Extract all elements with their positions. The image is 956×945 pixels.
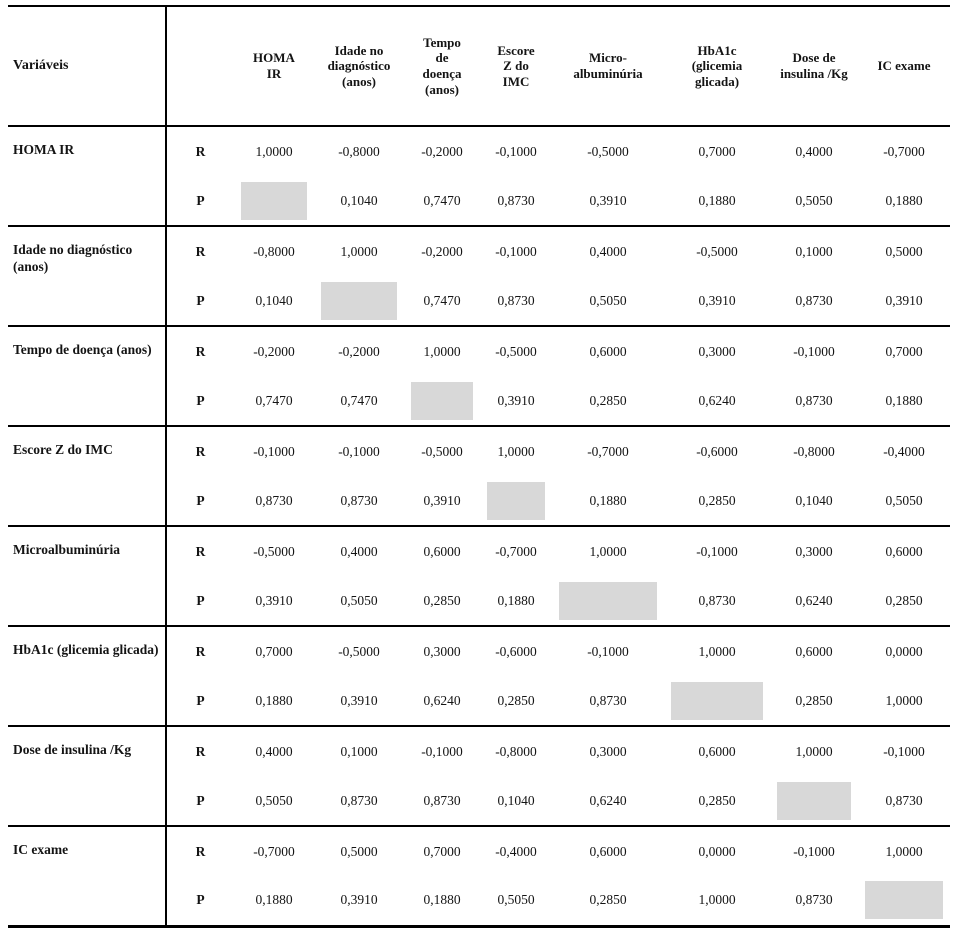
r-value-cell: 0,4000 [314,526,404,576]
variable-label: IC exame [8,826,166,926]
stat-label-p: P [196,792,205,808]
p-value-cell: 0,6240 [698,392,736,408]
stat-label-r: R [166,326,234,376]
r-value-cell: -0,1000 [770,326,858,376]
variable-label: HbA1c (glicemia glicada) [8,626,166,726]
r-value-cell: -0,7000 [480,526,552,576]
stat-label-p: P [196,592,205,608]
p-diagonal-cell [480,476,552,526]
diagonal-shade-box [865,881,943,919]
p-value-cell: 0,3910 [885,292,923,308]
column-header-microalbuminuria: Micro-albuminúria [552,6,664,126]
r-value-cell: 0,5000 [858,226,950,276]
r-value-cell: 0,6000 [404,526,480,576]
p-value-cell: 0,1040 [795,492,833,508]
variable-label: Microalbuminúria [8,526,166,626]
r-value-cell: -0,1000 [858,726,950,776]
correlation-table [8,5,950,928]
p-value-cell: 0,8730 [795,292,833,308]
stat-label-r: R [166,226,234,276]
correlation-row-r [8,726,950,776]
r-value-cell: 1,0000 [552,526,664,576]
correlation-row-r [8,226,950,276]
stat-label-r: R [166,526,234,576]
diagonal-shade-box [559,582,657,620]
stat-label-r: R [166,726,234,776]
diagonal-shade-box [241,182,307,220]
p-value-cell: 0,1880 [255,892,293,908]
r-value-cell: -0,1000 [314,426,404,476]
r-value-cell: -0,1000 [770,826,858,876]
r-value-cell: 1,0000 [770,726,858,776]
p-diagonal-cell [234,176,314,226]
correlation-row-r [8,126,950,176]
r-value-cell: 0,6000 [664,726,770,776]
r-value-cell: -0,5000 [404,426,480,476]
correlation-row-r [8,626,950,676]
variable-label: Idade no diagnóstico (anos) [8,226,166,326]
p-value-cell: 0,1880 [589,492,627,508]
p-value-cell: 0,5050 [497,892,535,908]
correlation-row-r [8,326,950,376]
p-value-cell: 0,8730 [340,792,378,808]
r-value-cell: 1,0000 [234,126,314,176]
p-value-cell: 0,7470 [255,392,293,408]
p-value-cell: 0,5050 [589,292,627,308]
p-value-cell: 0,6240 [589,792,627,808]
stat-label-p: P [196,692,205,708]
r-value-cell: 0,3000 [664,326,770,376]
r-value-cell: -0,2000 [404,126,480,176]
r-value-cell: 0,7000 [234,626,314,676]
r-value-cell: 0,6000 [552,326,664,376]
r-value-cell: -0,2000 [404,226,480,276]
stat-label-p: P [196,292,205,308]
p-value-cell: 1,0000 [698,892,736,908]
p-value-cell: 0,5050 [795,192,833,208]
r-value-cell: -0,1000 [664,526,770,576]
r-value-cell: -0,5000 [314,626,404,676]
column-header-ic-exame: IC exame [858,6,950,126]
header-row [8,6,950,126]
r-value-cell: -0,6000 [664,426,770,476]
p-diagonal-cell [552,576,664,626]
p-value-cell: 0,1880 [255,692,293,708]
r-value-cell: 0,1000 [314,726,404,776]
p-value-cell: 1,0000 [885,692,923,708]
stat-label-r: R [166,126,234,176]
stat-label-p: P [196,192,205,208]
variable-label: Tempo de doença (anos) [8,326,166,426]
r-value-cell: -0,8000 [480,726,552,776]
r-value-cell: -0,8000 [314,126,404,176]
p-value-cell: 0,3910 [340,692,378,708]
r-value-cell: -0,6000 [480,626,552,676]
column-header-homa-ir: HOMA IR [234,6,314,126]
column-header-idade-diagnostico: Idade no diagnóstico (anos) [314,6,404,126]
r-value-cell: 0,3000 [770,526,858,576]
correlation-row-r [8,826,950,876]
p-value-cell: 0,3910 [497,392,535,408]
p-value-cell: 0,8730 [423,792,461,808]
p-value-cell: 0,7470 [423,192,461,208]
r-value-cell: -0,1000 [404,726,480,776]
r-value-cell: 1,0000 [480,426,552,476]
p-value-cell: 0,8730 [698,592,736,608]
corner-header-variaveis: Variáveis [8,6,166,126]
p-value-cell: 0,1880 [423,892,461,908]
p-diagonal-cell [858,876,950,926]
r-value-cell: 0,7000 [404,826,480,876]
r-value-cell: -0,1000 [552,626,664,676]
p-value-cell: 0,5050 [255,792,293,808]
column-header-escore-z-imc: Escore Z do IMC [480,6,552,126]
p-value-cell: 0,6240 [423,692,461,708]
p-value-cell: 0,8730 [885,792,923,808]
r-value-cell: 1,0000 [664,626,770,676]
p-diagonal-cell [404,376,480,426]
p-value-cell: 0,3910 [255,592,293,608]
p-value-cell: 0,5050 [340,592,378,608]
r-value-cell: 0,0000 [664,826,770,876]
p-value-cell: 0,8730 [795,392,833,408]
p-value-cell: 0,2850 [698,792,736,808]
r-value-cell: -0,8000 [234,226,314,276]
variable-label: Escore Z do IMC [8,426,166,526]
table-body [8,126,950,926]
r-value-cell: -0,4000 [858,426,950,476]
stat-label-p: P [196,492,205,508]
column-header-hba1c: HbA1c (glicemia glicada) [664,6,770,126]
p-value-cell: 0,1880 [885,192,923,208]
r-value-cell: -0,1000 [480,126,552,176]
r-value-cell: 0,3000 [552,726,664,776]
correlation-row-r [8,526,950,576]
p-value-cell: 0,8730 [497,292,535,308]
r-value-cell: 1,0000 [314,226,404,276]
stat-label-r: R [166,626,234,676]
p-value-cell: 0,2850 [885,592,923,608]
r-value-cell: 0,0000 [858,626,950,676]
p-value-cell: 0,2850 [589,392,627,408]
p-diagonal-cell [770,776,858,826]
p-value-cell: 0,8730 [255,492,293,508]
r-value-cell: -0,5000 [552,126,664,176]
p-value-cell: 0,1040 [497,792,535,808]
p-value-cell: 0,1040 [255,292,293,308]
r-value-cell: 0,6000 [770,626,858,676]
r-value-cell: 0,6000 [552,826,664,876]
p-value-cell: 0,3910 [698,292,736,308]
r-value-cell: 1,0000 [858,826,950,876]
p-value-cell: 0,1040 [340,192,378,208]
r-value-cell: -0,5000 [480,326,552,376]
r-value-cell: -0,1000 [234,426,314,476]
r-value-cell: 0,7000 [664,126,770,176]
stat-column-header [166,6,234,126]
p-value-cell: 0,2850 [698,492,736,508]
p-value-cell: 0,8730 [497,192,535,208]
p-value-cell: 0,3910 [340,892,378,908]
p-value-cell: 0,1880 [698,192,736,208]
variable-label: Dose de insulina /Kg [8,726,166,826]
r-value-cell: -0,1000 [480,226,552,276]
r-value-cell: -0,5000 [664,226,770,276]
p-value-cell: 0,2850 [423,592,461,608]
diagonal-shade-box [411,382,473,420]
column-header-tempo-doenca: Tempo de doença (anos) [404,6,480,126]
r-value-cell: 0,5000 [314,826,404,876]
stat-label-r: R [166,426,234,476]
r-value-cell: -0,5000 [234,526,314,576]
p-value-cell: 0,8730 [340,492,378,508]
column-header-dose-insulina: Dose de insulina /Kg [770,6,858,126]
p-value-cell: 0,3910 [589,192,627,208]
p-value-cell: 0,7470 [423,292,461,308]
r-value-cell: 0,1000 [770,226,858,276]
p-value-cell: 0,1880 [497,592,535,608]
p-value-cell: 0,8730 [589,692,627,708]
r-value-cell: 0,4000 [770,126,858,176]
r-value-cell: 0,4000 [234,726,314,776]
r-value-cell: -0,2000 [234,326,314,376]
r-value-cell: -0,8000 [770,426,858,476]
p-value-cell: 0,2850 [795,692,833,708]
diagonal-shade-box [321,282,397,320]
r-value-cell: -0,7000 [234,826,314,876]
p-value-cell: 0,6240 [795,592,833,608]
p-value-cell: 0,8730 [795,892,833,908]
table-header [8,6,950,126]
p-diagonal-cell [314,276,404,326]
stat-label-r: R [166,826,234,876]
p-value-cell: 0,7470 [340,392,378,408]
r-value-cell: 0,7000 [858,326,950,376]
r-value-cell: 0,3000 [404,626,480,676]
r-value-cell: 0,4000 [552,226,664,276]
r-value-cell: -0,7000 [552,426,664,476]
p-value-cell: 0,5050 [885,492,923,508]
p-value-cell: 0,2850 [589,892,627,908]
r-value-cell: -0,4000 [480,826,552,876]
correlation-row-r [8,426,950,476]
p-value-cell: 0,1880 [885,392,923,408]
diagonal-shade-box [487,482,545,520]
r-value-cell: -0,2000 [314,326,404,376]
p-value-cell: 0,3910 [423,492,461,508]
variable-label: HOMA IR [8,126,166,226]
stat-label-p: P [196,892,205,908]
r-value-cell: 0,6000 [858,526,950,576]
diagonal-shade-box [777,782,851,820]
p-diagonal-cell [664,676,770,726]
r-value-cell: 1,0000 [404,326,480,376]
r-value-cell: -0,7000 [858,126,950,176]
diagonal-shade-box [671,682,763,720]
stat-label-p: P [196,392,205,408]
p-value-cell: 0,2850 [497,692,535,708]
